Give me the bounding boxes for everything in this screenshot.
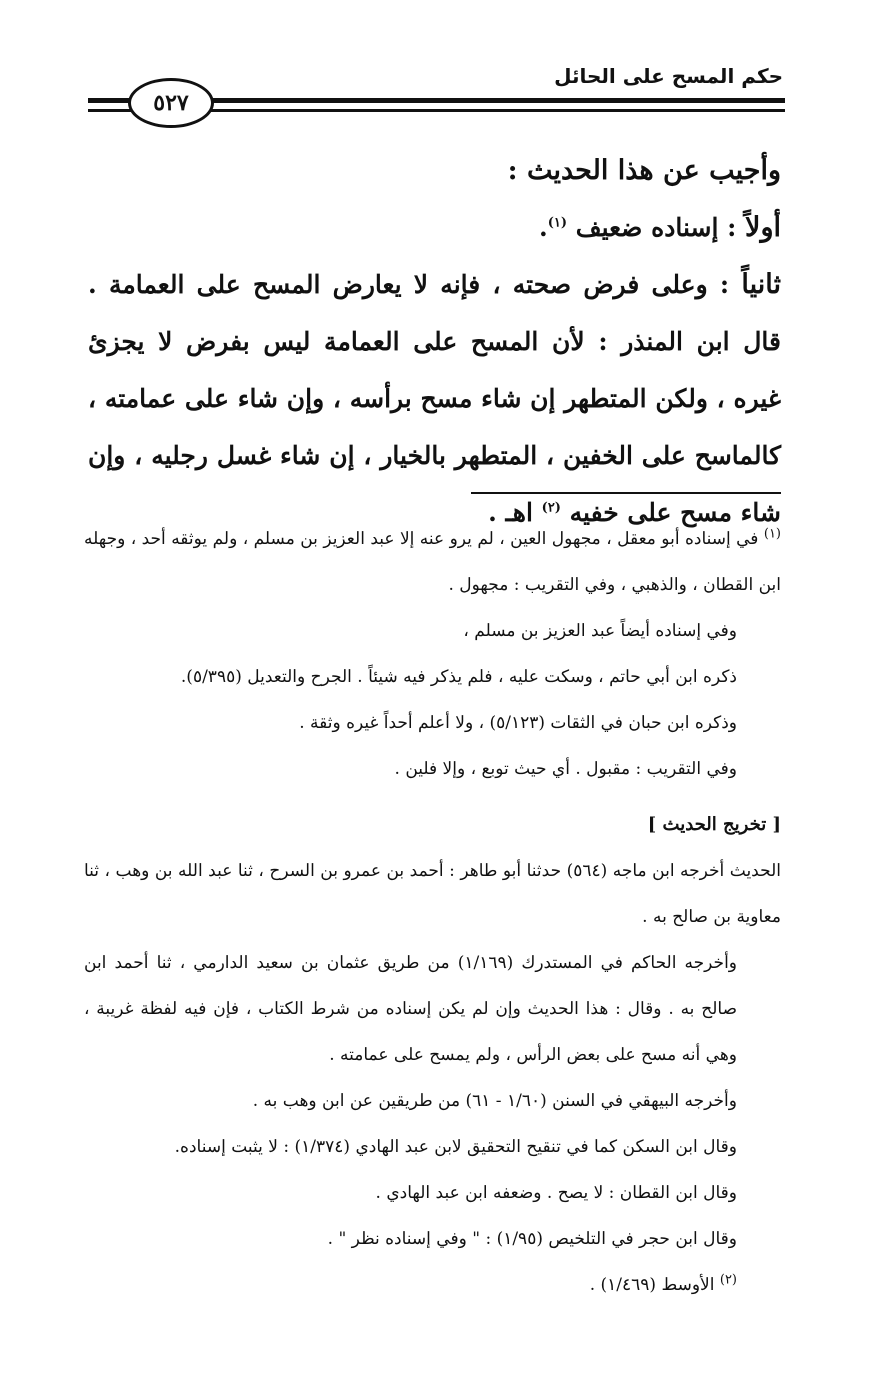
footnote-1 — [84, 516, 781, 608]
page-number: ٥٢٧ — [153, 90, 189, 116]
page-number-badge — [128, 78, 214, 128]
takhrij-line-4: وقال ابن السكن كما في تنقيح التحقيق لابن عبد الهادي (١/٣٧٤) : لا يثبت إسناده. — [174, 1137, 737, 1157]
point-first-text: : إسناده ضعيف — [567, 213, 746, 242]
takhrij-line-5: وقال ابن القطان : لا يصح . وضعفه ابن عبد الهادي . — [375, 1183, 737, 1203]
footnote-1-line-3: ذكره ابن أبي حاتم ، وسكت عليه ، فلم يذكر فيه شيئاً . الجرح والتعديل (٥/٣٩٥). — [180, 667, 737, 687]
footnote-2-marker: (٢) — [719, 1272, 737, 1288]
footnote-ref-2[interactable]: (٢) — [541, 500, 561, 516]
running-title: حكم المسح على الحائل — [554, 64, 783, 88]
answer-intro: وأجيب عن هذا الحديث : — [507, 155, 781, 186]
footnote-1-line-5: وفي التقريب : مقبول . أي حيث توبع ، وإلا فلين . — [394, 759, 737, 779]
footnote-separator — [471, 492, 781, 494]
takhrij-line-1: الحديث أخرجه ابن ماجه (٥٦٤) حدثنا أبو طاهر : أحمد بن عمرو بن السرح ، ثنا عبد الله بن وهب ، ثنا معاوية بن صالح به . — [84, 861, 781, 927]
point-second-end: اهـ . — [488, 498, 542, 527]
footnote-1-line-2: وفي إسناده أيضاً عبد العزيز بن مسلم ، — [463, 621, 737, 641]
footnote-2 — [84, 1262, 781, 1308]
main-text — [88, 142, 781, 541]
footnote-ref-1[interactable]: (١) — [547, 215, 567, 231]
main-paragraph-2 — [88, 199, 781, 256]
takhrij-line-2: وأخرجه الحاكم في المستدرك (١/١٦٩) من طريق عثمان بن سعيد الدارمي ، ثنا أحمد ابن صالح به . وقال : هذا الحديث وإن لم يكن إسناده من شرط الكتاب ، فإن فيه لفظة غريبة ، وهي أنه مسح على بعض الرأس ، ولم يمسح على عمامته . — [84, 953, 737, 1065]
point-second-text: : وعلى فرض صحته ، فإنه لا يعارض المسح على العمامة . قال ابن المنذر : لأن المسح على العمامة ليس بفرض لا يجزئ غيره ، ولكن المتطهر إن شاء مسح برأسه ، وإن شاء على عمامته ، كالماسح على الخفين ، المتطهر بالخيار ، إن شاء غسل رجليه ، وإن شاء مسح على خفيه — [88, 270, 781, 527]
main-paragraph-1 — [88, 142, 781, 199]
footnote-1-marker: (١) — [763, 526, 781, 542]
main-paragraph-3 — [88, 256, 781, 541]
takhrij-line-6: وقال ابن حجر في التلخيص (١/٩٥) : " وفي إسناده نظر " . — [327, 1229, 737, 1249]
point-first-label: أولاً — [745, 212, 781, 243]
takhrij-heading: [ تخريج الحديث ] — [647, 814, 781, 835]
takhrij-line-3: وأخرجه البيهقي في السنن (١/٦٠ - ٦١) من طريقين عن ابن وهب به . — [252, 1091, 737, 1111]
footnote-2-text: الأوسط (١/٤٦٩) . — [589, 1275, 720, 1295]
point-first-end: . — [538, 213, 548, 242]
point-second-label: ثانياً — [741, 269, 781, 300]
footnote-1-text: في إسناده أبو معقل ، مجهول العين ، لم يرو عنه إلا عبد العزيز بن مسلم ، ولم يوثقه أحد ، وجهله ابن القطان ، والذهبي ، وفي التقريب : مجهول . — [84, 529, 781, 595]
footnotes — [84, 516, 781, 1308]
footnote-1-line-4: وذكره ابن حبان في الثقات (٥/١٢٣) ، ولا أعلم أحداً غيره وثقة . — [299, 713, 737, 733]
